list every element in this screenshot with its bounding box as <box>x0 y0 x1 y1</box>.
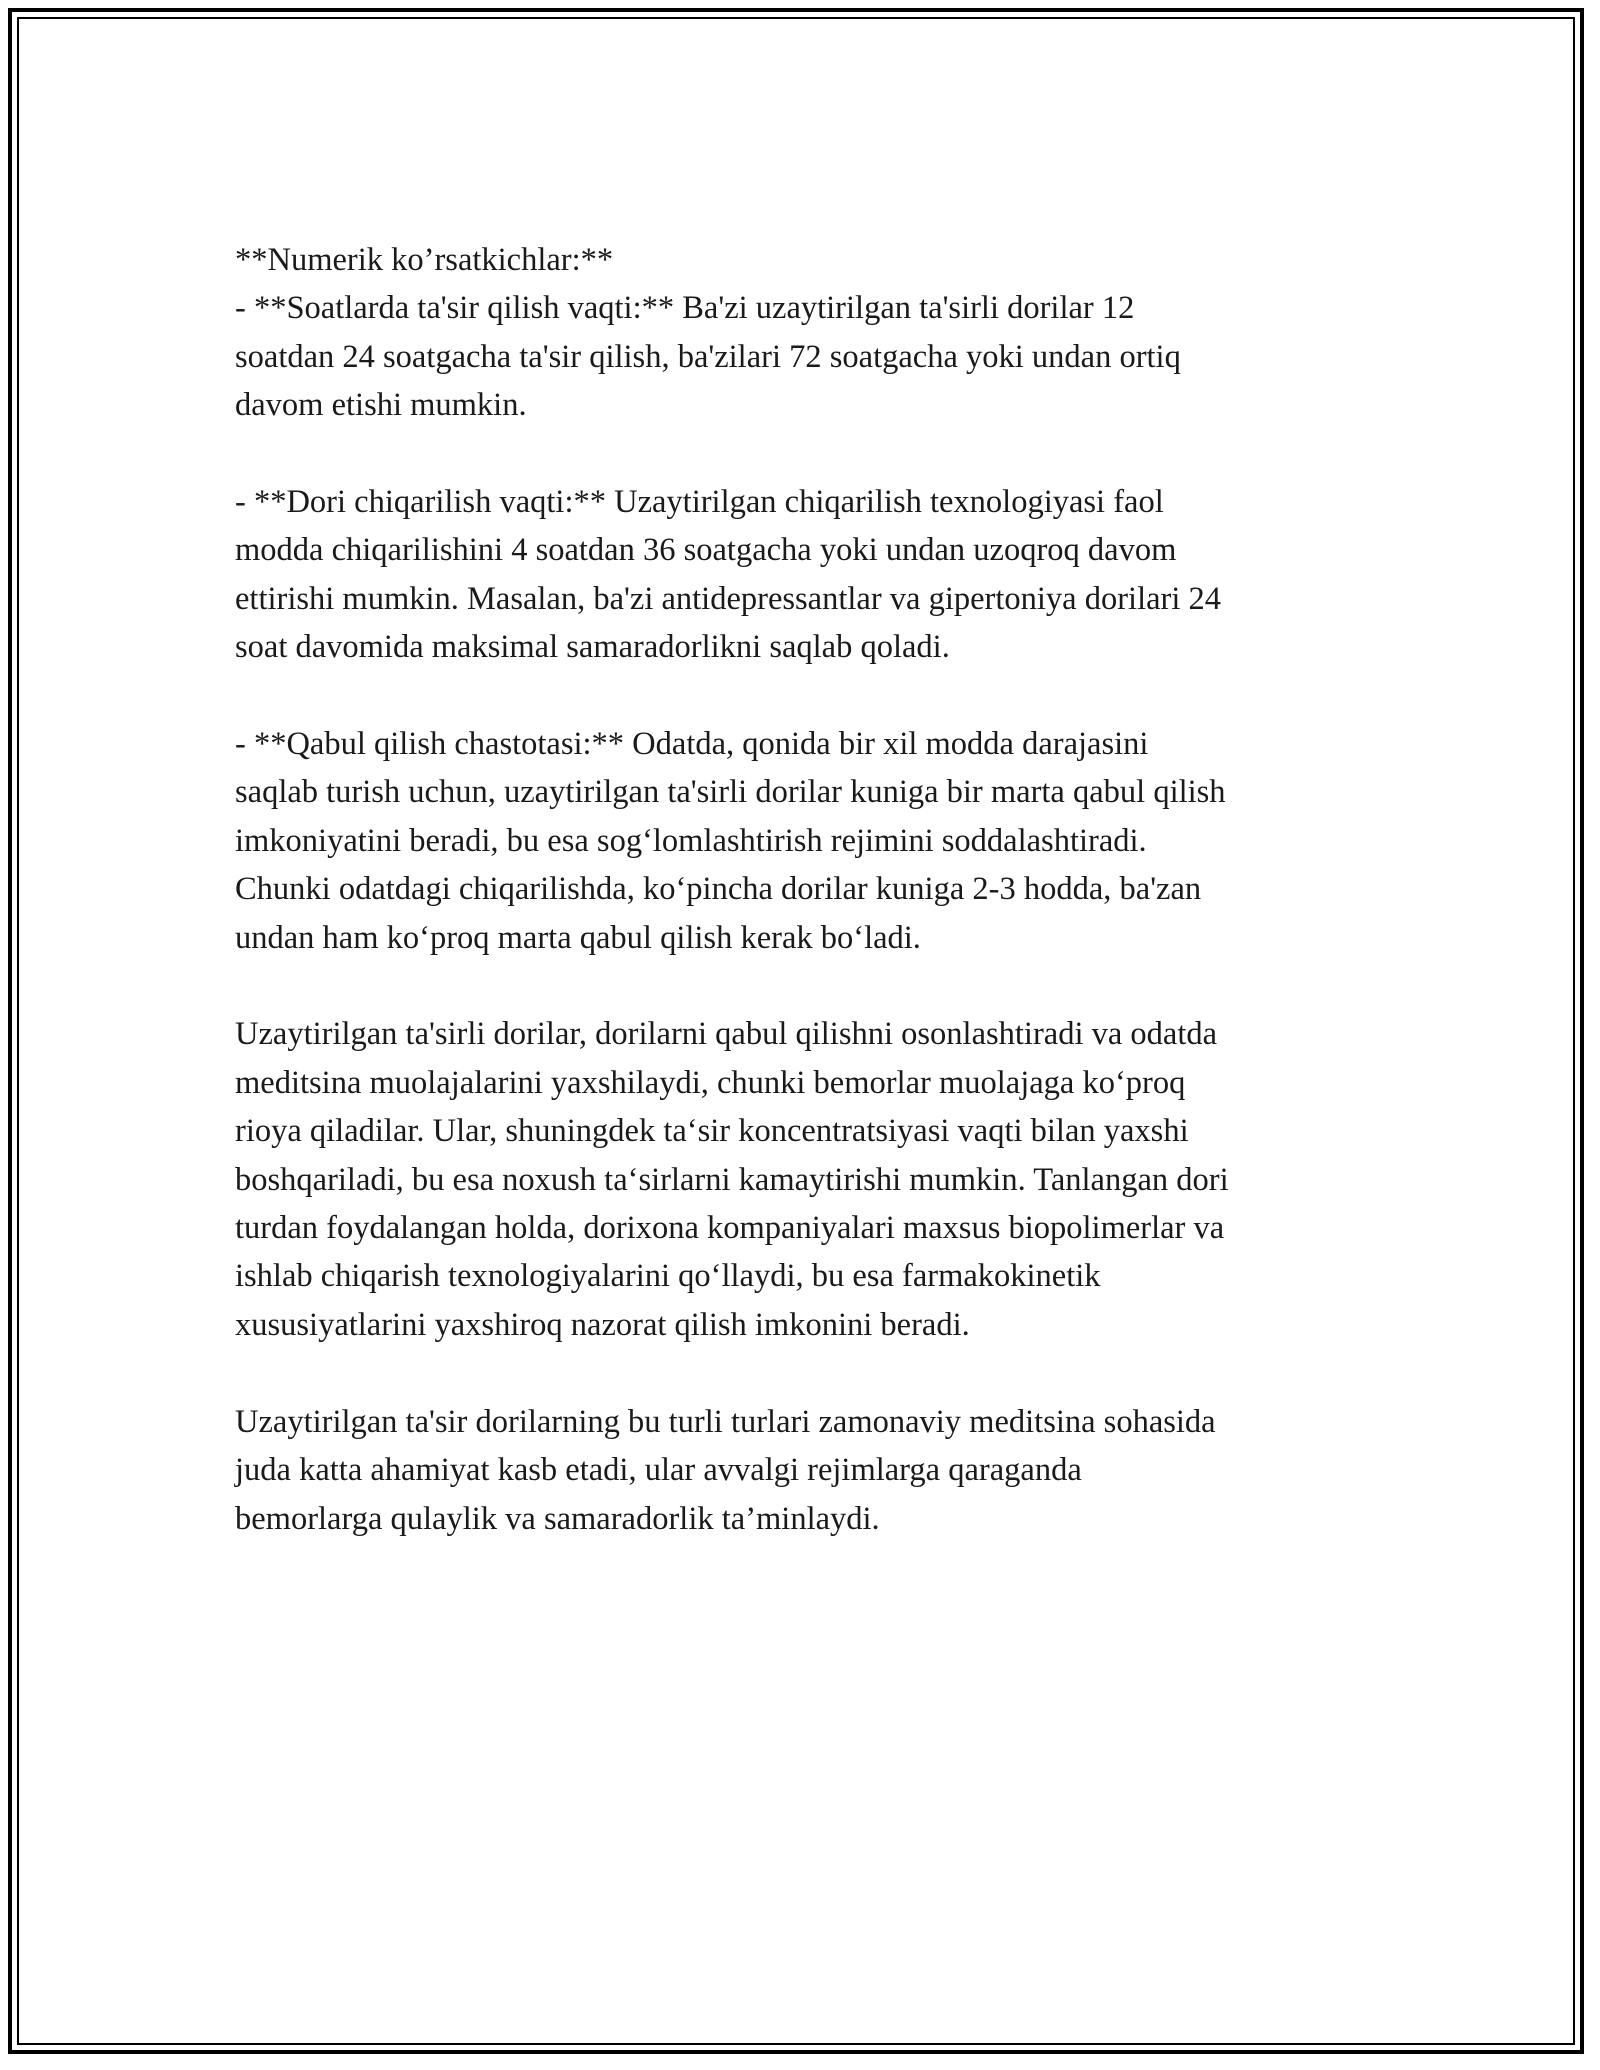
text-line: davom etishi mumkin. <box>235 387 527 424</box>
text-line: Chunki odatdagi chiqarilishda, ko‘pincha dorilar kuniga 2-3 hodda, ba'zan <box>235 871 1202 908</box>
section-heading: **Numerik ko’rsatkichlar:** <box>235 242 614 278</box>
text-line: Uzaytirilgan ta'sir dorilarning bu turli turlari zamonaviy meditsina sohasida <box>235 1403 1216 1440</box>
text-line: boshqariladi, bu esa noxush ta‘sirlarni kamaytirishi mumkin. Tanlangan dori <box>235 1161 1229 1198</box>
paragraph-conclusion <box>235 1398 1365 1543</box>
paragraph-dosing-frequency <box>235 720 1365 962</box>
text-line: - **Qabul qilish chastotasi:** Odatda, qonida bir xil modda darajasini <box>235 726 1149 763</box>
text-line: ishlab chiqarish texnologiyalarini qo‘llaydi, bu esa farmakokinetik <box>235 1258 1101 1295</box>
text-line: juda katta ahamiyat kasb etadi, ular avvalgi rejimlarga qaraganda <box>235 1452 1082 1489</box>
text-line: soat davomida maksimal samaradorlikni saqlab qoladi. <box>235 629 950 666</box>
paragraph-hours-of-action <box>235 284 1365 429</box>
text-line: modda chiqarilishini 4 soatdan 36 soatgacha yoki undan uzoqroq davom <box>235 532 1177 569</box>
text-line: bemorlarga qulaylik va samaradorlik ta’minlaydi. <box>235 1500 880 1537</box>
text-line: undan ham ko‘proq marta qabul qilish kerak bo‘ladi. <box>235 919 921 956</box>
text-line: xususiyatlarini yaxshiroq nazorat qilish imkonini beradi. <box>235 1306 970 1343</box>
text-line: - **Soatlarda ta'sir qilish vaqti:** Ba'zi uzaytirilgan ta'sirli dorilar 12 <box>235 290 1135 327</box>
text-line: ettirishi mumkin. Masalan, ba'zi antidepressantlar va gipertoniya dorilari 24 <box>235 580 1221 617</box>
paragraph-release-time <box>235 478 1365 672</box>
text-line: saqlab turish uchun, uzaytirilgan ta'sirli dorilar kuniga bir marta qabul qilish <box>235 774 1226 811</box>
text-line: soatdan 24 soatgacha ta'sir qilish, ba'zilari 72 soatgacha yoki undan ortiq <box>235 338 1181 375</box>
text-line: rioya qiladilar. Ular, shuningdek ta‘sir koncentratsiyasi vaqti bilan yaxshi <box>235 1113 1189 1150</box>
text-line: imkoniyatini beradi, bu esa sog‘lomlashtirish rejimini soddalashtiradi. <box>235 822 1147 859</box>
text-line: - **Dori chiqarilish vaqti:** Uzaytirilgan chiqarilish texnologiyasi faol <box>235 484 1164 521</box>
document-body <box>235 236 1365 1543</box>
text-line: meditsina muolajalarini yaxshilaydi, chunki bemorlar muolajaga ko‘proq <box>235 1064 1186 1101</box>
text-line: Uzaytirilgan ta'sirli dorilar, dorilarni qabul qilishni osonlashtiradi va odatda <box>235 1016 1218 1053</box>
text-line: turdan foydalangan holda, dorixona kompaniyalari maxsus biopolimerlar va <box>235 1210 1225 1247</box>
paragraph-benefits <box>235 1010 1365 1349</box>
